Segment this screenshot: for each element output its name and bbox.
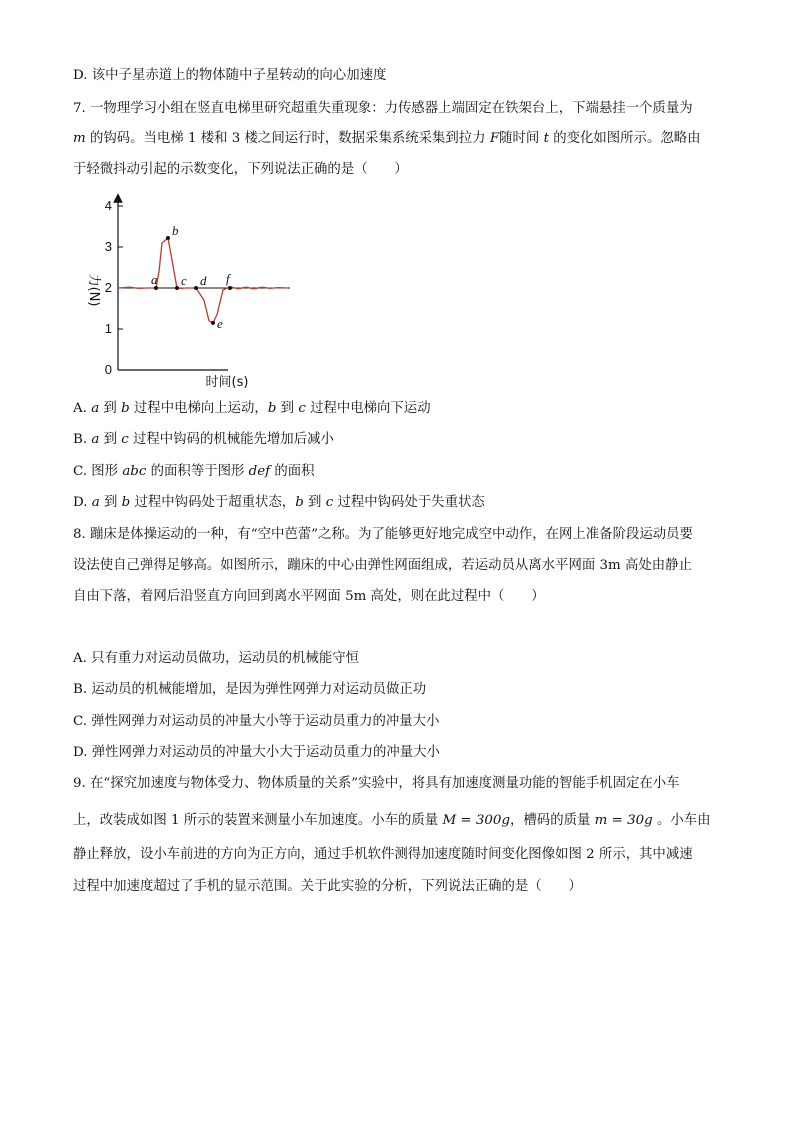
text: B. <box>73 432 92 447</box>
q8-option-d[interactable]: D. 弹性网弹力对运动员的冲量大小大于运动员重力的冲量大小 <box>73 745 440 760</box>
var-t: t <box>543 131 549 146</box>
var: c <box>298 401 306 416</box>
text: D. <box>73 495 92 510</box>
var: c <box>325 495 334 510</box>
q9-stem-line2 <box>73 812 711 830</box>
force-time-chart <box>72 192 302 392</box>
q9-stem-line3: 静止释放，设小车前进的方向为正方向，通过手机软件测得加速度随时间变化图像如图 2 所示，其中减速 <box>73 847 693 862</box>
x-axis-label: 时间(s) <box>205 375 249 390</box>
var: a <box>91 432 100 447</box>
q7-stem-line2 <box>73 130 701 148</box>
y-tick-label: 4 <box>104 198 112 213</box>
var: b <box>295 495 304 510</box>
text: 的面积等于图形 <box>146 464 249 479</box>
text: 过程中钩码处于失重状态 <box>333 495 485 510</box>
var: b <box>267 401 277 416</box>
point-label-c: c <box>181 273 187 288</box>
q7-option-d[interactable] <box>73 494 485 512</box>
q7-stem-line3: 于轻微抖动引起的示数变化，下列说法正确的是（ ） <box>73 162 408 177</box>
text: 过程中电梯向上运动， <box>129 401 268 416</box>
q6-option-d: D. 该中子星赤道上的物体随中子星转动的向心加速度 <box>73 68 387 83</box>
point-e <box>211 321 215 325</box>
var: def <box>248 464 271 479</box>
var-m: m = 30g <box>594 813 653 828</box>
text: 到 <box>99 401 122 416</box>
text: 过程中电梯向下运动 <box>305 401 431 416</box>
q8-option-a[interactable]: A. 只有重力对运动员做功，运动员的机械能守恒 <box>73 651 359 666</box>
point-label-d: d <box>200 273 207 288</box>
var: b <box>121 495 131 510</box>
text: 的面积 <box>270 464 315 479</box>
var: c <box>121 432 129 447</box>
y-tick-label: 1 <box>104 321 112 336</box>
point-c <box>175 286 179 290</box>
text: 上，改装成如图 1 所示的装置来测量小车加速度。小车的质量 <box>73 813 443 828</box>
var: abc <box>122 464 147 479</box>
q9-stem-line4: 过程中加速度超过了手机的显示范围。关于此实验的分析，下列说法正确的是（ ） <box>73 879 582 894</box>
text: C. 图形 <box>73 464 123 479</box>
text: A. <box>73 401 92 416</box>
q9-stem-line1: 9. 在“探究加速度与物体受力、物体质量的关系”实验中，将具有加速度测量功能的智能手机固定在小车 <box>73 776 680 791</box>
q8-option-b[interactable]: B. 运动员的机械能增加，是因为弹性网弹力对运动员做正功 <box>73 682 427 697</box>
text: 到 <box>276 401 299 416</box>
point-f <box>228 286 232 290</box>
text: ，槽码的质量 <box>510 813 595 828</box>
text: 随时间 <box>499 131 544 146</box>
text: 。小车由 <box>652 813 711 828</box>
y-tick-label: 3 <box>104 239 112 254</box>
y-axis-label: 力(N) <box>86 273 101 307</box>
point-label-f: f <box>226 271 230 286</box>
point-d <box>194 286 198 290</box>
q7-option-a[interactable] <box>73 400 431 418</box>
var-F: F <box>489 131 500 146</box>
q8-stem-line1: 8. 蹦床是体操运动的一种，有“空中芭蕾”之称。为了能够更好地完成空中动作，在网上准备阶段运动员要 <box>73 527 693 542</box>
q7-stem-line1: 7. 一物理学习小组在竖直电梯里研究超重失重现象：力传感器上端固定在铁架台上，下端悬挂一个质量为 <box>73 101 693 116</box>
point-label-b: b <box>172 222 179 238</box>
q7-option-b[interactable] <box>73 431 334 449</box>
point-label-e: e <box>217 315 223 331</box>
point-label-a: a <box>151 272 158 287</box>
var-M: M = 300g <box>442 813 511 828</box>
text: 到 <box>99 432 122 447</box>
q8-option-c[interactable]: C. 弹性网弹力对运动员的冲量大小等于运动员重力的冲量大小 <box>73 714 440 729</box>
text: 的变化如图所示。忽略由 <box>548 131 701 146</box>
key-points <box>151 223 232 331</box>
var: b <box>121 401 130 416</box>
q8-stem-line2: 设法使自己弹得足够高。如图所示，蹦床的中心由弹性网面组成，若运动员从离水平网面 3m 高处由静止 <box>73 558 692 573</box>
text: 过程中钩码处于超重状态， <box>130 495 296 510</box>
var-m: m <box>73 131 86 146</box>
text: 到 <box>99 495 122 510</box>
var: a <box>91 401 100 416</box>
text: 的钩码。当电梯 1 楼和 3 楼之间运行时，数据采集系统采集到拉力 <box>85 131 490 146</box>
text: 到 <box>303 495 326 510</box>
y-tick-label: 0 <box>104 362 112 377</box>
y-tick-label: 2 <box>104 280 112 295</box>
text: 过程中钩码的机械能先增加后减小 <box>128 432 334 447</box>
var: a <box>91 495 100 510</box>
q8-stem-line3: 自由下落，着网后沿竖直方向回到离水平网面 5m 高处，则在此过程中（ ） <box>73 589 545 604</box>
point-b <box>166 236 170 240</box>
q7-option-c[interactable] <box>73 463 315 481</box>
